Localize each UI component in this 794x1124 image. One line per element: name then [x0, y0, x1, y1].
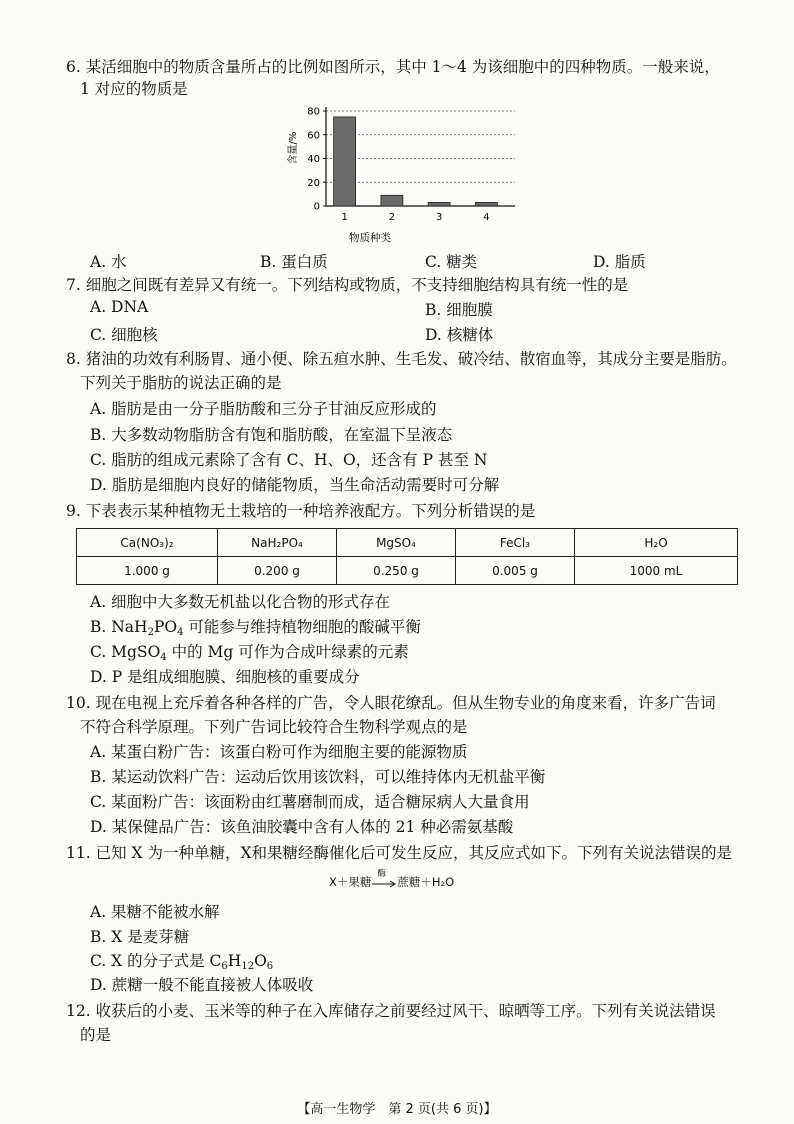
q8-stem-line2: 下列关于脂肪的说法正确的是 — [80, 374, 282, 392]
subscript: 6 — [266, 961, 274, 972]
q6-options — [90, 250, 730, 272]
table-header-cell: MgSO₄ — [337, 529, 456, 557]
q7-option-c[interactable]: C. 细胞核 — [90, 326, 158, 344]
q8-option-b[interactable]: B. 大多数动物脂肪含有饱和脂肪酸，在室温下呈液态 — [90, 426, 453, 444]
x-tick-label: 2 — [388, 212, 396, 223]
q7-option-b[interactable]: B. 细胞膜 — [425, 301, 493, 319]
bar-3 — [428, 202, 450, 206]
q7-option-d[interactable]: D. 核糖体 — [425, 326, 494, 344]
q8-option-a[interactable]: A. 脂肪是由一分子脂肪酸和三分子甘油反应形成的 — [90, 400, 437, 418]
q9-stem: 9. 下表表示某种植物无土栽培的一种培养液配方。下列分析错误的是 — [66, 502, 536, 520]
y-tick-label: 80 — [307, 106, 320, 118]
q10-option-d[interactable]: D. 某保健品广告：该鱼油胶囊中含有人体的 21 种必需氨基酸 — [90, 818, 514, 836]
q9-option-a[interactable]: A. 细胞中大多数无机盐以化合物的形式存在 — [90, 593, 391, 611]
table-header-cell: FeCl₃ — [456, 529, 575, 557]
table-row — [77, 557, 738, 585]
table-header-row — [77, 529, 738, 557]
y-tick-label: 0 — [313, 201, 320, 213]
y-tick-label: 40 — [307, 154, 320, 165]
q9-option-b-text: PO — [153, 618, 178, 636]
nutrient-solution-table — [76, 528, 738, 585]
subscript: 6 — [221, 961, 228, 972]
q9-option-b-text: B. NaH — [90, 618, 148, 636]
q10-option-b[interactable]: B. 某运动饮料广告：运动后饮用该饮料，可以维持体内无机盐平衡 — [90, 768, 546, 786]
q6-option-d[interactable]: D. 脂质 — [593, 253, 646, 271]
q8-option-c[interactable]: C. 脂肪的组成元素除了含有 C、H、O，还含有 P 甚至 N — [90, 451, 488, 469]
formula-right: 蔗糖＋H₂O — [397, 875, 455, 889]
table-cell: 1000 mL — [575, 557, 738, 585]
reaction-arrow — [371, 868, 397, 890]
table-header-cell: H₂O — [575, 529, 738, 557]
q12-stem-line1: 12. 收获后的小麦、玉米等的种子在入库储存之前要经过风干、晾晒等工序。下列有关说法错误 — [66, 1002, 716, 1020]
formula-left: X＋果糖 — [329, 875, 372, 889]
q7-options-row2 — [90, 323, 730, 345]
q10-option-c[interactable]: C. 某面粉广告：该面粉由红薯磨制而成，适合糖尿病人大量食用 — [90, 793, 530, 811]
y-tick-label: 60 — [307, 130, 320, 142]
table-cell: 0.005 g — [456, 557, 575, 585]
subscript: 4 — [160, 652, 167, 663]
bar-4 — [475, 202, 497, 206]
q9-option-d[interactable]: D. P 是组成细胞膜、细胞核的重要成分 — [90, 668, 360, 686]
x-tick-label: 3 — [435, 212, 443, 223]
q6-stem-line2: 1 对应的物质是 — [80, 80, 188, 98]
subscript: 12 — [241, 961, 255, 972]
table-cell: 0.250 g — [337, 557, 456, 585]
x-tick-label: 1 — [341, 212, 348, 223]
q12-stem-line2: 的是 — [80, 1026, 112, 1044]
table-cell: 1.000 g — [77, 557, 218, 585]
q9-option-c-text: C. MgSO — [90, 643, 161, 661]
enzyme-label: 酶 — [377, 868, 386, 879]
bar-1 — [334, 117, 356, 206]
subscript: 2 — [147, 627, 154, 638]
q11-option-b[interactable]: B. X 是麦芽糖 — [90, 928, 190, 946]
q7-stem: 7. 细胞之间既有差异又有统一。下列结构或物质，不支持细胞结构具有统一性的是 — [66, 276, 629, 294]
q11-option-d[interactable]: D. 蔗糖一般不能直接被人体吸收 — [90, 976, 314, 994]
q11-option-c-text: H — [227, 952, 242, 970]
q6-option-b[interactable]: B. 蛋白质 — [260, 253, 328, 271]
q11-option-c-text: O — [254, 952, 267, 970]
x-tick-label: 4 — [483, 212, 490, 223]
arrow-icon — [371, 876, 397, 890]
reaction-formula — [329, 868, 455, 890]
q8-stem-line1: 8. 猪油的功效有利肠胃、通小便、除五疸水肿、生毛发、破冷结、散宿血等，其成分主要是脂肪。 — [66, 350, 737, 368]
q6-option-c[interactable]: C. 糖类 — [425, 253, 478, 271]
chart-xlabel: 物质种类 — [349, 232, 391, 244]
chart-ylabel: 含量/% — [288, 131, 299, 165]
q6-option-a[interactable]: A. 水 — [90, 253, 127, 271]
q9-option-c-text: 中的 Mg 可作为合成叶绿素的元素 — [166, 643, 409, 661]
subscript: 4 — [177, 627, 184, 638]
bar-2 — [381, 195, 403, 206]
table-header-cell: Ca(NO₃)₂ — [77, 529, 218, 557]
q10-stem-line2: 不符合科学原理。下列广告词比较符合生物科学观点的是 — [80, 718, 468, 736]
table-header-cell: NaH₂PO₄ — [218, 529, 337, 557]
q11-stem: 11. 已知 X 为一种单糖，X和果糖经酶催化后可发生反应，其反应式如下。下列有关说法错误的是 — [66, 844, 733, 862]
q9-option-b[interactable] — [90, 616, 421, 644]
q9-option-c[interactable] — [90, 641, 409, 669]
chart-bars — [334, 117, 498, 206]
q9-option-b-text: 可能参与维持植物细胞的酸碱平衡 — [183, 618, 421, 636]
page-footer: 【高一生物学 第 2 页(共 6 页)】 — [297, 1102, 497, 1117]
y-tick-label: 20 — [307, 177, 320, 189]
q11-option-c-text: C. X 的分子式是 C — [90, 952, 222, 970]
q6-bar-chart — [280, 96, 520, 246]
q10-option-a[interactable]: A. 某蛋白粉广告：该蛋白粉可作为细胞主要的能源物质 — [90, 743, 468, 761]
q7-options-row1 — [90, 298, 730, 320]
table-cell: 0.200 g — [218, 557, 337, 585]
q6-stem-line1: 6. 某活细胞中的物质含量所占的比例如图所示，其中 1～4 为该细胞中的四种物质。一般来说， — [66, 58, 720, 76]
q7-option-a[interactable]: A. DNA — [90, 298, 149, 316]
q10-stem-line1: 10. 现在电视上充斥着各种各样的广告，令人眼花缭乱。但从生物专业的角度来看，许多广告词 — [66, 694, 716, 712]
q8-option-d[interactable]: D. 脂肪是细胞内良好的储能物质，当生命活动需要时可分解 — [90, 476, 500, 494]
q11-option-a[interactable]: A. 果糖不能被水解 — [90, 903, 220, 921]
